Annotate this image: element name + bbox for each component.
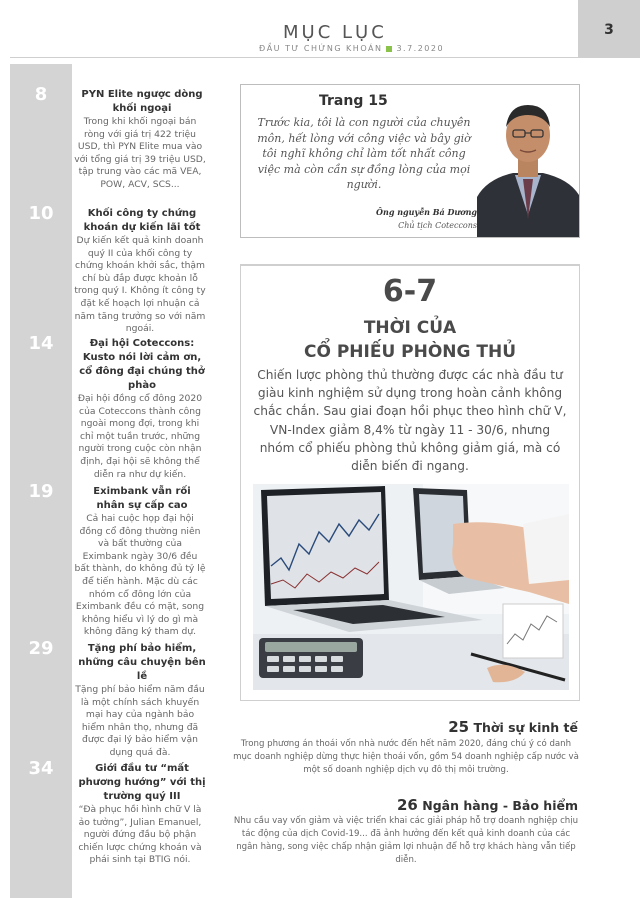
feature-title [241, 316, 579, 364]
header-subtitle [259, 44, 444, 53]
toc-page-number: 14 [28, 333, 54, 354]
toc-item-title: Đại hội Coteccons: Kusto nói lời cảm ơn, cổ đông đại chúng thở phào [79, 338, 205, 391]
toc-item-summary: Dự kiến kết quả kinh doanh quý II của khối công ty chứng khoán khởi sắc, thậm chí bù đắp được khoản lỗ trong quý I. Không ít công ty đặt kế hoạch lợi nhuận cả năm tăng trưởng so với năm ngoái. [74, 235, 206, 335]
feature-page-range: 6-7 [382, 274, 438, 309]
toc-item-19[interactable] [10, 481, 206, 639]
author-portrait [477, 95, 579, 237]
toc-item-title: Eximbank vẫn rối nhân sự cấp cao [93, 486, 191, 511]
toc-item-title: PYN Elite ngược dòng khối ngoại [81, 89, 203, 114]
section-link-25[interactable] [448, 718, 578, 736]
section-summary-25: Trong phương án thoái vốn nhà nước đến hết năm 2020, đáng chú ý có danh mục doanh nghiệp dừng thực hiện thoái vốn, gồm 54 doanh nghiệp cấp nước và một số doanh nghiệp dịch vụ đô thị môi trường. [233, 739, 579, 775]
toc-page-number: 19 [28, 481, 54, 502]
section-page-number: 25 [448, 718, 470, 736]
toc-page-number: 10 [28, 203, 54, 224]
toc-item-title: Giới đầu tư “mất phương hướng” với thị trường quý III [78, 763, 206, 802]
toc-item-summary: “Đà phục hồi hình chữ V là ảo tưởng”, Julian Emanuel, người đứng đầu bộ phận chiến lược chứng khoán và phái sinh tại BTIG nói. [78, 804, 202, 866]
toc-item-34[interactable] [10, 758, 206, 867]
toc-item-summary: Cả hai cuộc họp đại hội đồng cổ đông thường niên và bất thường của Eximbank ngày 30/6 đều bất thành, do không đủ tỷ lệ để tiến hành. Mặc dù các nhóm cổ đông lớn của Eximbank đều có mặt, song không hiểu vì lý do gì mà không đăng ký tham dự. [74, 513, 206, 638]
section-page-number: 26 [397, 796, 418, 814]
toc-item-summary: Tặng phí bảo hiểm năm đầu là một chính sách khuyến mại hay của ngành bảo hiểm nhân thọ, nhưng đã được đại lý bảo hiểm vận dụng quá đà. [75, 684, 205, 758]
toc-item-summary: Trong khi khối ngoại bán ròng với giá trị 422 triệu USD, thì PYN Elite mua vào với tổng giá trị 39 triệu USD, tập trung vào các mã VEA, POW, ACV, SCS... [74, 116, 206, 190]
square-bullet-icon [386, 46, 392, 52]
quote-box[interactable] [240, 84, 580, 238]
toc-item-8[interactable] [10, 84, 206, 192]
toc-item-14[interactable] [10, 333, 206, 481]
quote-author-name: Ông nguyễn Bá Dương [376, 207, 477, 217]
feature-title-line-2: CỔ PHIẾU PHÒNG THỦ [303, 342, 517, 362]
toc-item-title: Tặng phí bảo hiểm, những câu chuyện bên lề [78, 643, 206, 682]
publication-name: ĐẦU TƯ CHỨNG KHOÁN [259, 44, 383, 53]
quote-author-role: Chủ tịch Coteccons [398, 221, 477, 230]
section-title: Thời sự kinh tế [473, 720, 578, 735]
toc-item-title: Khối công ty chứng khoán dự kiến lãi tốt [83, 208, 201, 233]
quote-text: Trước kia, tôi là con người của chuyên môn, hết lòng với công việc và bây giờ tôi nghĩ không chỉ làm tốt nhất công việc mà còn cần sự đồng lòng của mọi người. [257, 116, 471, 192]
feature-story-box[interactable] [240, 264, 580, 701]
toc-page-number: 8 [34, 84, 48, 105]
issue-date: 3.7.2020 [396, 44, 445, 53]
toc-page-number: 29 [28, 638, 54, 659]
header-divider [10, 57, 578, 58]
page-number: 3 [604, 22, 614, 38]
portrait-illustration [477, 95, 579, 237]
feature-lead: Chiến lược phòng thủ thường được các nhà đầu tư giàu kinh nghiệm sử dụng trong hoàn cảnh không chắc chắn. Sau giai đoạn hồi phục theo hình chữ V, VN-Index giảm 8,4% từ ngày 11 - 30/6, nhưng nhóm cổ phiếu phòng thủ không giảm giá, mà có diễn biến đi ngang. [253, 368, 567, 474]
magazine-section-title: MỤC LỤC [283, 22, 387, 43]
page-number-box [578, 0, 640, 58]
quote-page-label: Trang 15 [319, 93, 388, 109]
section-link-26[interactable] [397, 796, 578, 814]
feature-title-line-1: THỜI CỦA [363, 318, 457, 338]
feature-photo [253, 484, 569, 690]
toc-item-10[interactable] [10, 203, 206, 336]
toc-item-summary: Đại hội đồng cổ đông 2020 của Coteccons thành công ngoài mong đợi, trong khi chỉ một tuần trước, những người trong cuộc còn nhận định, đại hội sẽ không thể diễn ra như dự kiến. [77, 393, 203, 480]
section-summary-26: Nhu cầu vay vốn giảm và việc triển khai các giải pháp hỗ trợ doanh nghiệp chịu tác động của dịch Covid-19... đã ảnh hưởng đến kết quả kinh doanh của các ngân hàng, song việc chấp nhận giảm lợi nhuận để hỗ trợ khách hàng vẫn tiếp diễn. [233, 816, 579, 865]
section-title: Ngân hàng - Bảo hiểm [422, 798, 578, 813]
laptop-chart-photo [253, 484, 569, 690]
toc-page-number: 34 [28, 758, 54, 779]
toc-item-29[interactable] [10, 638, 206, 760]
